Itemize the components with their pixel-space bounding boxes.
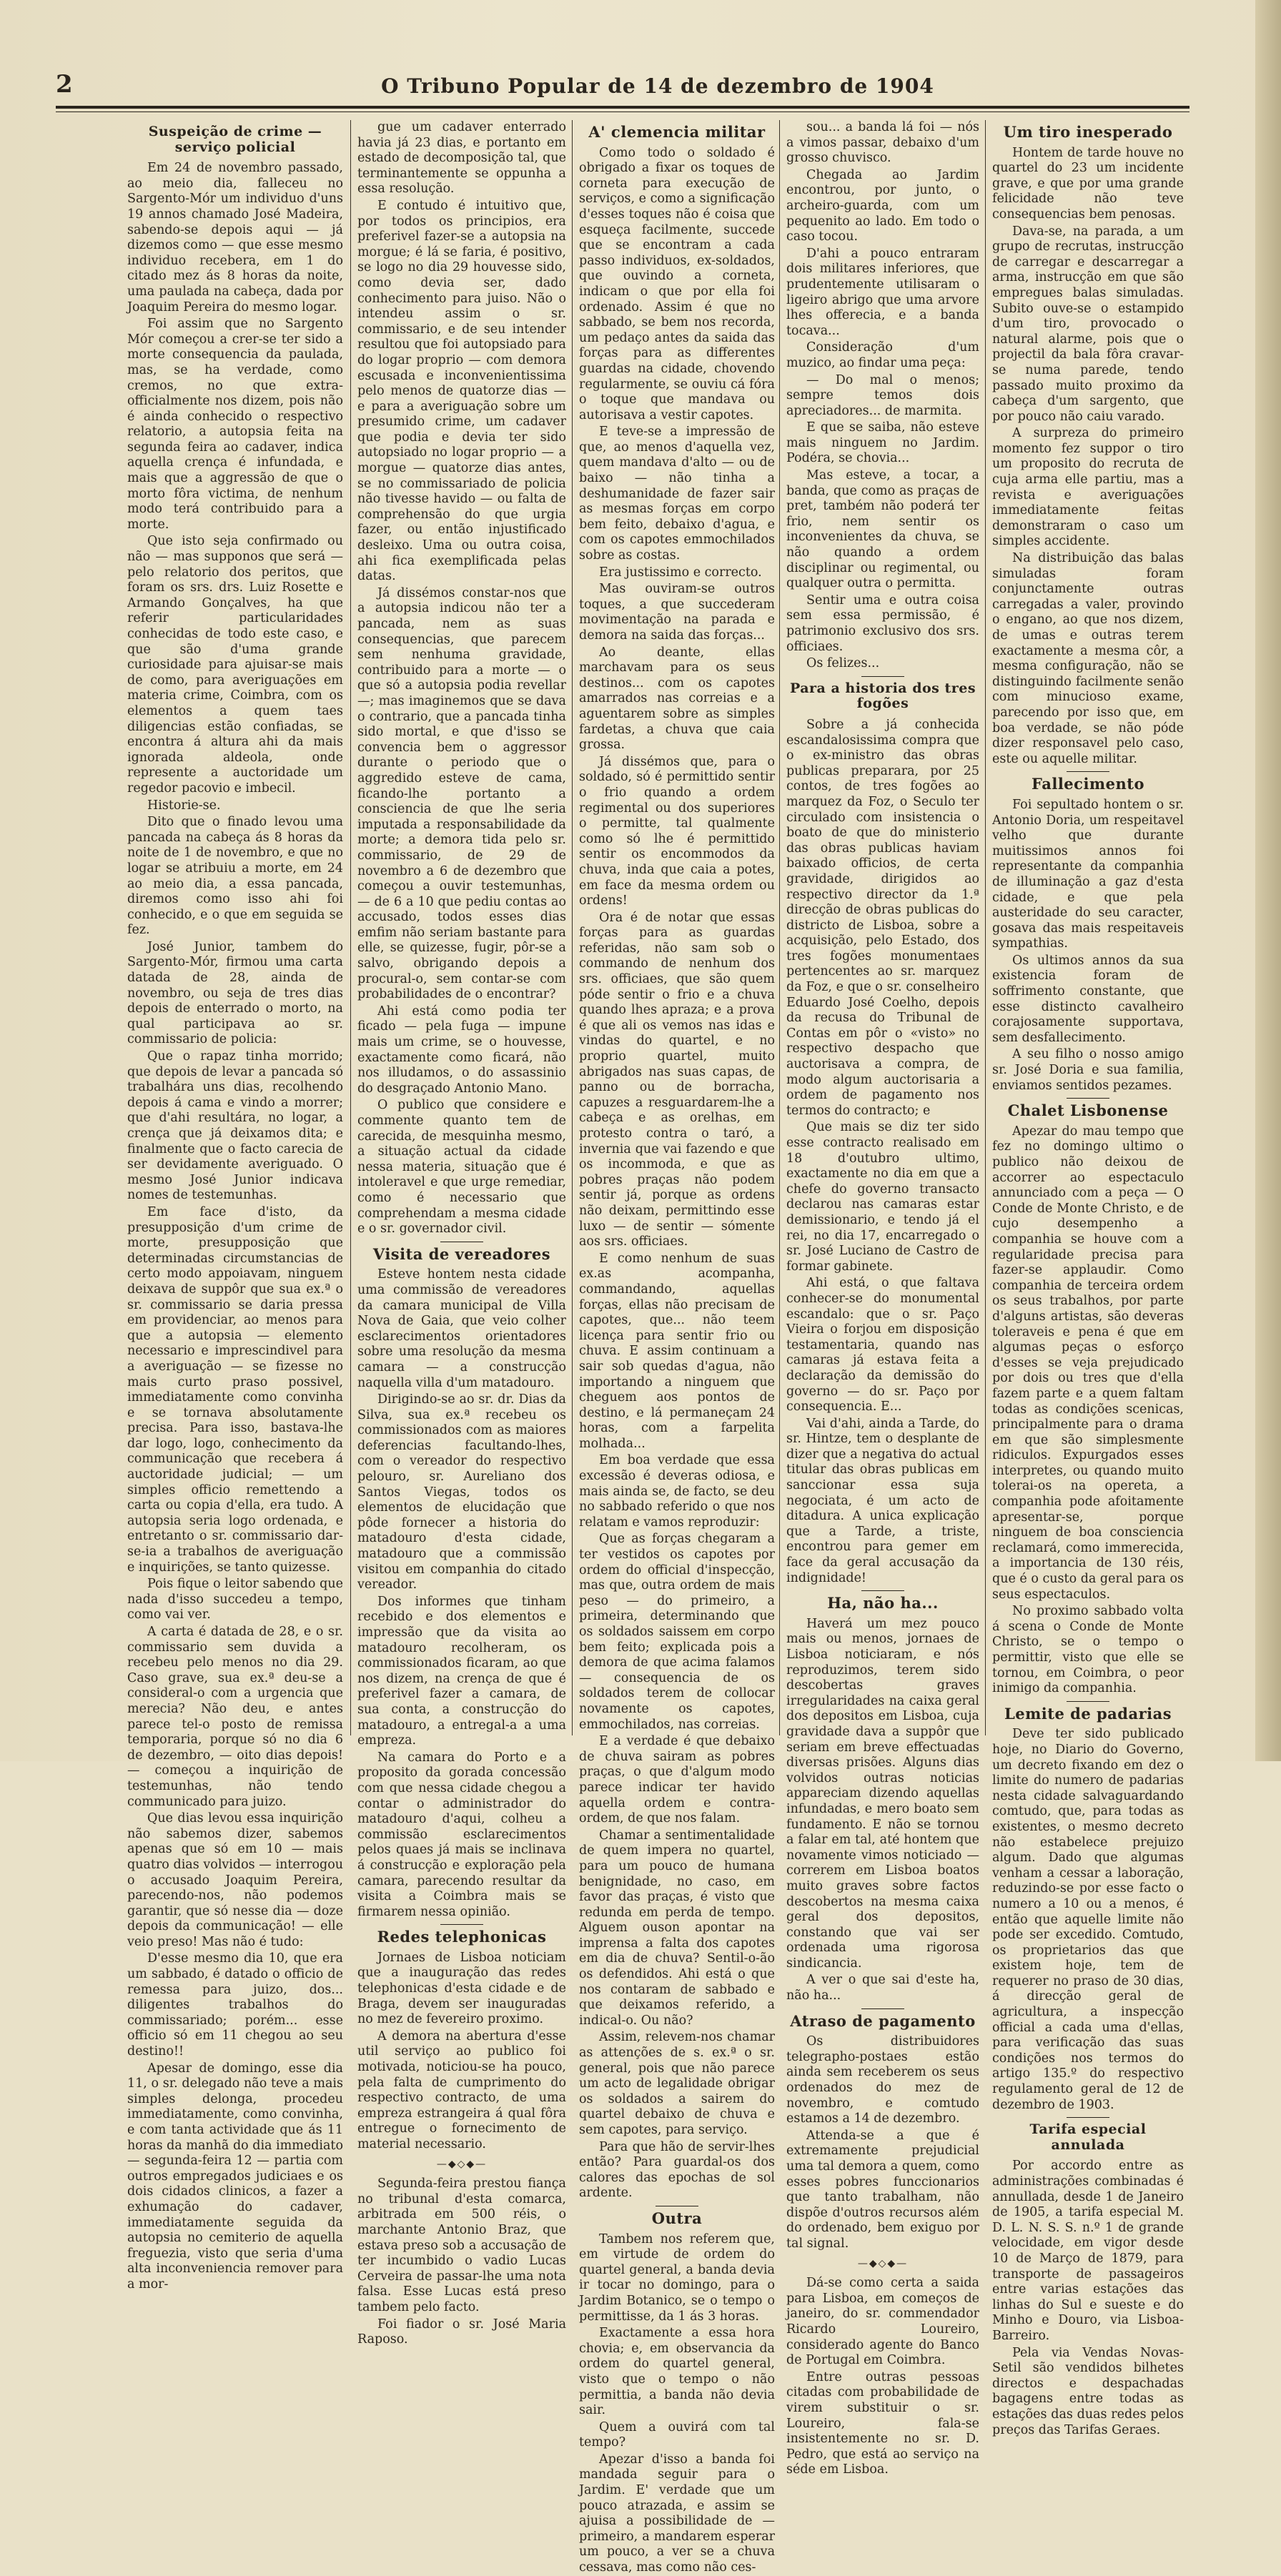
article-paragraph: Foi sepultado hontem o sr. Antonio Doria, um respeitavel velho que durante muitissimos annos foi representante da companhia de illuminação a gaz d'esta cidade, e que pela austeridade do seu caracter, gosava das mais respeitaveis sympathias. xyxy=(992,797,1184,951)
article-paragraph: Foi assim que no Sargento Mór começou a crer-se ter sido a morte consequencia da paulada, mas, se ha verdade, como cremos, no que extra-officialmente nos dizem, pois não é ainda conhecido o respectivo relatorio, a autopsia feita na segunda feira ao cadaver, indica aquella crença é infundada, e mais que a aggressão de que o morto fôra victima, de nenhum modo terá contribuido para a morte. xyxy=(127,317,343,532)
article-paragraph: Ahi está como podia ter ficado — pela fuga — impune mais um crime, se o houvesse, exactamente como ficará, não nos illudamos, o do assassinio do desgraçado Antonio Mano. xyxy=(357,1004,566,1096)
article-paragraph: Dava-se, na parada, a um grupo de recrutas, instrucção de carregar e descarregar a arma, instrucção em que são empregues balas simuladas. Subito ouve-se o estampido d'um tiro, provocado o natural alarme, pois que o projectil da bala fôra cravar-se numa parede, tendo passado muito proximo da cabeça d'um sargento, que por pouco não caiu varado. xyxy=(992,224,1184,424)
article-paragraph: Historie-se. xyxy=(147,798,221,813)
article-paragraph: E a verdade é que debaixo de chuva sairam as pobres praças, o que d'algum modo parece indicar ter havido aquella ordem e contra-ordem, de que nos falam. xyxy=(579,1734,775,1826)
article-heading: Atraso de pagamento xyxy=(790,2011,976,2030)
article-paragraph: Assim, relevem-nos chamar as attenções de s. ex.ª o sr. general, pois que não parece um acto de legalidade obrigar os soldados a sairem do quartel debaixo de chuva e sem capotes, para serviço. xyxy=(579,2030,775,2137)
article-paragraph: Os distribuidores telegrapho-postaes estão ainda sem receberem os seus ordenados do mez de novembro, e comtudo estamos a 14 de dezembro. xyxy=(786,2034,979,2126)
article-heading: Visita de vereadores xyxy=(372,1244,551,1263)
article-paragraph: Apezar do mau tempo que fez no domingo ultimo o publico não deixou de accorrer ao espectaculo annunciado com a peça — O Conde de Monte Christo, e de cujo desempenho a companhia se houve com a regularidade precisa para fazer-se applaudir. Como companhia de terceira ordem os seus trabalhos, por parte d'alguns artistas, são deveras toleraveis e pena é que em algumas peças o esforço d'esses se veja prejudicado por dois ou tres que d'ella fazem parte e a quem faltam todas as condições scenicas, principalmente para o drama em que são simplesmente ridiculos. Expurgados esses interpretes, ou quando muito tolerai-os na opereta, a companhia pode afoitamente apresentar-se, porque ninguem de boa consciencia reclamará, como immerecida, a importancia de 130 réis, que é o custo da geral para os seus espectaculos. xyxy=(992,1124,1184,1602)
article-paragraph: Era justissimo e correcto. xyxy=(599,565,762,580)
article-paragraph: Já dissémos que, para o soldado, só é permittido sentir o frio quando a ordem regimental ou dos superiores o permitte, tal qualmente como só lhe é permittido sentir os encommodos da chuva, inda que caia a potes, em face da mesma ordem ou ordens! xyxy=(579,754,775,908)
article-paragraph: Que dias levou essa inquirição não sabemos dizer, sabemos apenas que só em 10 — mais quatro dias volvidos — interrogou o accusado Joaquim Pereira, parecendo-nos, não podemos garantir, que só nesse dia — doze depois da communicação! — elle veio preso! Mas não é tudo: xyxy=(127,1811,343,1949)
article-paragraph: A seu filho o nosso amigo sr. José Doria e sua familia, enviamos sentidos pezames. xyxy=(992,1047,1184,1093)
article-paragraph: Por accordo entre as administrações combinadas é annullada, desde 1 de Janeiro de 1905, a tarifa especial M. D. L. N. S. S. n.º 1 de grande velocidade, em vigor desde 10 de Março de 1879, para transporte de passageiros entre varias estações das linhas do Sul e sueste e do Minho e Douro, via Lisboa-Barreiro. xyxy=(992,2159,1184,2343)
article-paragraph: Que mais se diz ter sido esse contracto realisado em 18 d'outubro ultimo, exactamente no dia em que a chefe do governo transacto declarou nas camaras estar demissionario, e tendo já el rei, no dia 17, encarregado o sr. José Luciano de Castro de formar gabinete. xyxy=(786,1120,979,1274)
ornament-divider: —◆◇◆— xyxy=(857,2257,909,2269)
article-paragraph: E que se saiba, não esteve mais ninguem no Jardim. Podéra, se chovia... xyxy=(786,420,979,466)
article-paragraph: Apesar de domingo, esse dia 11, o sr. delegado não teve a mais simples delonga, procedeu immediatamente, como convinha, e com tanta actividade que ás 11 horas da manhã do dia immediato — segunda-feira 12 — partia com outros empregados judiciaes e os dois cidados clinicos, a fazer a exhumação do cadaver, immediatamente seguida da autopsia no cemiterio de aquella freguezia, visto que seria d'uma alta inconveniencia remover para a mor- xyxy=(127,2061,343,2292)
section-divider xyxy=(440,1924,483,1925)
column-5 xyxy=(992,120,1184,2437)
article-paragraph: Os felizes... xyxy=(806,656,880,671)
article-paragraph: Pela via Vendas Novas-Setil são vendidos bilhetes directos e despachadas bagagens entre todas as estações das duas redes pelos preços das Tarifas Geraes. xyxy=(992,2345,1184,2437)
column-divider xyxy=(779,120,780,1735)
article-paragraph: D'esse mesmo dia 10, que era um sabbado, é datado o officio de remessa para juizo, dos... diligentes trabalhos do commissariado; porém... esse officio só em 11 chegou ao seu destino!! xyxy=(127,1951,343,2059)
column-divider xyxy=(350,120,351,1735)
article-heading: Lemite de padarias xyxy=(1004,1704,1172,1723)
section-divider xyxy=(1067,1098,1109,1099)
article-paragraph: E teve-se a impressão de que, ao menos d'aquella vez, quem mandava d'alto — ou de baixo — não tinha a deshumanidade de fazer sair as mesmas forças em corpo bem feito, debaixo d'agua, e com os capotes emmochilados sobre as costas. xyxy=(579,425,775,563)
article-paragraph: Que o rapaz tinha morrido; que depois de levar a pancada só trabalhára uns dias, recolhendo depois á cama e vindo a morrer; que d'ahi resultára, no logar, a crença que já deixamos dita; e finalmente que o facto carecia de ser devidamente averiguado. O mesmo José Junior indicava nomes de testemunhas. xyxy=(127,1049,343,1203)
article-paragraph: Ahi está, o que faltava conhecer-se do monumental escandalo: que o sr. Paço Vieira o forjou em disposição testamentaria, quando nas camaras já estava feita a declaração da demissão do governo — do sr. Paço por consequencia. E... xyxy=(786,1276,979,1415)
article-paragraph: Em boa verdade que essa excessão é deveras odiosa, e mais ainda se, de facto, se deu no sabbado referido o que nos relatam e vamos reproduzir: xyxy=(579,1453,775,1530)
article-paragraph: Exactamente a essa hora chovia; e, em observancia da ordem do quartel general, visto que o tempo o não permittia, a banda não devia sair. xyxy=(579,2326,775,2418)
article-heading: Para a historia dos tres fogões xyxy=(789,680,976,712)
section-divider xyxy=(861,2008,904,2009)
article-paragraph: Que isto seja confirmado ou não — mas supponos que será — pelo relatorio dos peritos, que foram os srs. drs. Luiz Rosette e Armando Gonçalves, ha que referir particularidades conhecidas de todo este caso, e que são d'uma grande curiosidade para ajuisar-se mais de como, para averiguações em materia crime, Coimbra, com os elementos a quem taes diligencias estão confiadas, se encontra á altura ahi da mais ignorada aldeola, onde represente a auctoridade um regedor pacovio e imbecil. xyxy=(127,534,343,796)
column-divider xyxy=(985,120,986,1735)
article-paragraph: Dito que o finado levou uma pancada na cabeça ás 8 horas da noite de 1 de novembro, e que no logar se atribuiu a morte, em 24 ao meio dia, a essa pancada, diremos como isso ahi foi conhecido, e o que em seguida se fez. xyxy=(127,815,343,938)
article-heading: Suspeição de crime — serviço policial xyxy=(148,124,322,155)
article-paragraph: Jornaes de Lisboa noticiam que a inauguração das redes telephonicas d'esta cidade e de Braga, devem ser inauguradas no mez de fevereiro proximo. xyxy=(357,1950,566,2027)
article-paragraph: Para que hão de servir-lhes então? Para guardal-os dos calores das epochas de sol ardente. xyxy=(579,2139,775,2201)
article-paragraph: Tambem nos referem que, em virtude de ordem do quartel general, a banda devia ir tocar no domingo, para o Jardim Botanico, se o tempo o permittisse, da 1 ás 3 horas. xyxy=(579,2231,775,2324)
article-paragraph: Vai d'ahi, ainda a Tarde, do sr. Hintze, tem o desplante de dizer que a negativa do actual titular das obras publicas em sanccionar essa suja negociata, é um acto de ditadura. A unica explicação que a Tarde, a triste, encontrou para gemer em face da geral accusação da indignidade! xyxy=(786,1416,979,1585)
article-paragraph: Hontem de tarde houve no quartel do 23 um incidente grave, e que por uma grande felicidade não teve consequencias bem penosas. xyxy=(992,145,1184,222)
article-paragraph: Consideração d'um muzico, ao findar uma peça: xyxy=(786,340,979,370)
page-edge xyxy=(1255,0,1281,1761)
section-divider xyxy=(1067,2117,1109,2118)
article-paragraph: — Do mal o menos; sempre temos dois apreciadores... de marmita. xyxy=(786,372,979,418)
section-divider xyxy=(1067,771,1109,772)
article-paragraph: A carta é datada de 28, e o sr. commissario sem duvida a recebeu pelo menos no dia 29. Caso grave, sua ex.ª deu-se a consideral-o com a urgencia que merecia? Não deu, e antes parece tel-o posto de remissa temporaria, porque só no dia 6 de dezembro, — oito dias depois! — começou a inquirição de testemunhas, não tendo communicado para juizo. xyxy=(127,1625,343,1809)
newspaper-title: O Tribuno Popular de 14 de dezembro de 1904 xyxy=(381,74,934,98)
column-2 xyxy=(357,120,566,2347)
article-paragraph: No proximo sabbado volta á scena o Conde de Monte Christo, se o tempo o permittir, visto que elle se tornou, em Coimbra, o peor inimigo da companhia. xyxy=(992,1604,1184,1696)
article-paragraph: E como nenhum de suas ex.as acompanha, commandando, aquellas forças, ellas não precisam de capotes, que... não teem licença para sentir frio ou chuva. E assim continuam a sair sob quedas d'agua, não importando a ninguem que cheguem aos pontos de destino, e lá permaneçam 24 horas, com a farpelita molhada... xyxy=(579,1251,775,1451)
article-paragraph: Dirigindo-se ao sr. dr. Dias da Silva, sua ex.ª recebeu os commissionados com as maiores deferencias facultando-lhes, com o vereador do respectivo pelouro, sr. Aureliano dos Santos Viegas, todos os elementos de elucidação que pôde fornecer a historia do matadouro d'esta cidade, matadouro que a commissão visitou em companhia do citado vereador. xyxy=(357,1392,566,1592)
article-paragraph: Dos informes que tinham recebido e dos elementos e impressão que da visita ao matadouro recolheram, os commissionados ficaram, ao que nos dizem, na crença de que é preferivel fazer a camara, de sua conta, a construcção do matadouro, a entregal-a a uma empreza. xyxy=(357,1594,566,1748)
section-divider xyxy=(1067,1701,1109,1702)
article-paragraph: Pois fique o leitor sabendo que nada d'isso succedeu a tempo, como vai ver. xyxy=(127,1577,343,1623)
section-divider xyxy=(861,676,904,677)
article-paragraph: José Junior, tambem do Sargento-Mór, firmou uma carta datada de 28, ainda de novembro, ou seja de tres dias depois de enterrado o morto, na qual participava ao sr. commissario de policia: xyxy=(127,939,343,1047)
column-3 xyxy=(579,120,775,2575)
article-paragraph: Segunda-feira prestou fiança no tribunal d'esta comarca, arbitrada em 500 réis, o marchante Antonio Braz, que estava preso sob a accusação de ter incumbido o vadio Lucas Cerveira de passar-lhe uma nota falsa. Esse Lucas está preso tambem pelo facto. xyxy=(357,2176,566,2314)
article-paragraph: Mas esteve, a tocar, a banda, que como as praças de pret, também não poderá ter frio, nem sentir os inconvenientes da chuva, se não quando a ordem disciplinar ou regimental, ou qualquer outra o permitta. xyxy=(786,468,979,591)
article-paragraph: sou... a banda lá foi — nós a vimos passar, debaixo d'um grosso chuvisco. xyxy=(786,120,979,166)
article-paragraph: O publico que considere e commente quanto tem de carecida, de mesquinha mesmo, a situação actual da cidade nessa materia, situação que é intoleravel e que urge remediar, como é necessario que comprehendam a mesma cidade e o sr. governador civil. xyxy=(357,1098,566,1237)
article-heading: Tarifa especial annulada xyxy=(1029,2121,1147,2153)
article-paragraph: Foi fiador o sr. José Maria Raposo. xyxy=(357,2317,566,2347)
article-paragraph: A surpreza do primeiro momento fez suppor o tiro um proposito do recruta de cuja arma elle partiu, mas a revista e averiguações immediatamente feitas demonstraram o caso um simples accidente. xyxy=(992,426,1184,549)
ornament-divider: —◆◇◆— xyxy=(436,2158,488,2170)
article-paragraph: Ao deante, ellas marchavam para os seus destinos... com os capotes amarrados nas correias e a aguentarem sobre as simples fardetas, a chuva que caia grossa. xyxy=(579,645,775,753)
article-paragraph: Quem a ouvirá com tal tempo? xyxy=(579,2419,775,2450)
article-paragraph: Deve ter sido publicado hoje, no Diario do Governo, um decreto fixando em dez o limite do numero de padarias nesta cidade salvaguardando comtudo, que, para todas as existentes, o mesmo decreto não estabelece prejuizo algum. Dado que algumas venham a cessar a laboração, reduzindo-se por esse facto o numero a 10 ou a menos, é então que aquelle limite não pode ser excedido. Comtudo, os proprietarios das que existem hoje, tem de requerer no praso de 30 dias, á direcção geral de agricultura, a inspecção official a cada uma d'ellas, para verificação das suas condições nos termos do artigo 135.º do respectivo regulamento geral de 12 de dezembro de 1903. xyxy=(992,1727,1184,2112)
page-number: 2 xyxy=(56,70,73,99)
article-paragraph: Dá-se como certa a saida para Lisboa, em começos de janeiro, do sr. commendador Ricardo Loureiro, considerado agente do Banco de Portugal em Coimbra. xyxy=(786,2276,979,2368)
article-heading: Um tiro inesperado xyxy=(1003,123,1173,141)
article-paragraph: Sentir uma e outra coisa sem essa permissão, é patrimonio exclusivo dos srs. officiaes. xyxy=(786,593,979,654)
column-1 xyxy=(127,120,343,2292)
article-paragraph: Já dissémos constar-nos que a autopsia indicou não ter a pancada, nem as suas consequencias, que parecem sem nenhuma gravidade, contribuido para a morte — o que só a autopsia podia revellar —; mas imaginemos que se dava o contrario, que a pancada tinha sido mortal, e que d'isso se convencia bem o aggressor durante o periodo que o aggredido esteve de cama, ficando-lhe portanto a consciencia de que lhe seria imputada a responsabilidade da morte; a demora tida pelo sr. commissario, de 29 de novembro a 6 de dezembro que começou a ouvir testemunhas, — de 6 a 10 que pediu contas ao accusado, todos esses dias emfim não seriam bastante para elle, se quizesse, fugir, pôr-se a salvo, obrigando depois a procural-o, sem contar-se com probabilidades de o encontrar? xyxy=(357,585,566,1002)
article-paragraph: E contudo é intuitivo que, por todos os principios, era preferivel fazer-se a autopsia na morgue; é lá se faria, é positivo, se logo no dia 29 houvesse sido, como devia ser, dado conhecimento para juiso. Não o intendeu assim o sr. commissario, e de seu intender resultou que foi autopsiado para do logar proprio — com demora escusada e inconvenientissima pelo menos de quatorze dias — e para a averiguação sobre um presumido crime, um cadaver que podia e devia ter sido autopsiado no logar proprio — a morgue — quatorze dias antes, se no commissariado de policia não tivesse havido — ou falta de comprehensão do que urgia fazer, ou então injustificado desleixo. Uma ou outra coisa, ahi fica exemplificada pelas datas. xyxy=(357,198,566,584)
article-paragraph: Mas ouviram-se outros toques, a que succederam movimentação na parada e demora na saida das forças... xyxy=(579,582,775,643)
article-paragraph: gue um cadaver enterrado havia já 23 dias, e portanto em estado de decomposição tal, que terminantemente se oppunha a essa resolução. xyxy=(357,120,566,197)
article-paragraph: Na camara do Porto e a proposito da gorada concessão com que nessa cidade chegou a contar o administrador do matadouro d'aqui, colheu a commissão esclarecimentos pelos quaes já mais se inclinava á construcção e exploração pela camara, parecendo resultar da visita a Coimbra mais se firmarem nessa opinião. xyxy=(357,1750,566,1919)
article-paragraph: Em 24 de novembro passado, ao meio dia, falleceu no Sargento-Mór um individuo d'uns 19 annos chamado José Madeira, sabendo-se depois aqui — já dizemos como — que esse mesmo individuo recebera, em 1 do citado mez ás 8 horas da noite, uma paulada na cabeça, dada por Joaquim Pereira do mesmo logar. xyxy=(127,161,343,314)
article-paragraph: Os ultimos annos da sua existencia foram de soffrimento constante, que esse distincto cavalheiro corajosamente supportava, sem desfallecimento. xyxy=(992,953,1184,1045)
article-paragraph: Que as forças chegaram a ter vestidos os capotes por ordem do official d'inspecção, mas que, outra ordem de mais peso — do primeiro, a primeira, determinando que os soldados saissem em corpo bem feito; explicada pois a demora de que acima falamos — consequencia de os soldados terem de collocar novamente os capotes, emmochilados, nas correias. xyxy=(579,1532,775,1732)
article-paragraph: Sobre a já conhecida escandalosissima compra que o ex-ministro das obras publicas preparara, por 25 contos, de tres fogões ao marquez da Foz, o Seculo ter circulado com insistencia o boato de que do ministerio das obras publicas haviam baixado officios, de certa gravidade, dirigidos ao respectivo director da 1.ª direcção de obras publicas do districto de Lisboa, sobre a acquisição, pelo Estado, dos tres fogões monumentaes pertencentes ao sr. marquez da Foz, e que o sr. conselheiro Eduardo José Coelho, depois da recusa do Tribunal de Contas em pôr o «visto» no respectivo despacho que auctorisava a compra, de modo algum auctorisaria a ordem de pagamento nos termos do contracto; e xyxy=(786,717,979,1118)
article-paragraph: Na distribuição das balas simuladas foram conjunctamente outras carregadas a valer, provindo o engano, ao que nos dizem, de umas e outras terem exactamente a mesma côr, a mesma configuração, não se distinguindo facilmente senão com minucioso exame, parecendo por isso que, em boa verdade, se não póde dizer responsavel pelo caso, este ou aquelle militar. xyxy=(992,551,1184,766)
article-paragraph: A ver o que sai d'este ha, não ha... xyxy=(786,1973,979,2003)
article-heading: Outra xyxy=(651,2209,703,2227)
section-divider xyxy=(861,1590,904,1591)
article-heading: Chalet Lisbonense xyxy=(1007,1101,1169,1120)
article-paragraph: Haverá um mez pouco mais ou menos, jornaes de Lisboa noticiaram, e nós reproduzimos, terem sido descobertas graves irregularidades na caixa geral dos depositos em Lisboa, cuja gravidade dava a suppôr que seriam em breve effectuadas diversas prisões. Alguns dias volvidos outras noticias appareciam dizendo aquellas infundadas, e mero boato sem fundamento. E não se tornou a falar em tal, até hontem que novamente vimos noticiado — correrem em Lisboa boatos muito graves sobre factos descobertos na mesma caixa geral dos depositos, constando que vai ser ordenada uma rigorosa sindicancia. xyxy=(786,1616,979,1971)
article-heading: Redes telephonicas xyxy=(377,1928,547,1946)
article-paragraph: Attenda-se a que é extremamente prejudicial uma tal demora a quem, como esses pobres funccionarios que tanto trabalham, não dispõe d'outros recursos além do ordenado, bem exiguo por tal signal. xyxy=(786,2128,979,2251)
article-paragraph: Como todo o soldado é obrigado a fixar os toques de corneta para execução de serviços, e como a significação d'esses toques não é coisa que esqueça facilmente, succede que se encontram a cada passo individuos, ex-soldados, que ouvindo a corneta, indicam o que por ella foi ordenado. Assim é que no sabbado, se bem nos recorda, um pedaço antes da saida das forças para as differentes guardas na cidade, chovendo regularmente, se ouviu cá fóra o toque que mandava ou autorisava a vestir capotes. xyxy=(579,145,775,422)
article-paragraph: Chegada ao Jardim encontrou, por junto, o archeiro-guarda, com um pequenito ao lado. Em todo o caso tocou. xyxy=(786,167,979,244)
article-heading: A' clemencia militar xyxy=(588,123,766,141)
column-divider xyxy=(572,120,573,1735)
article-paragraph: D'ahi a pouco entraram dois militares inferiores, que prudentemente utilisaram o ligeiro abrigo que uma arvore lhes offerecia, e a banda tocava... xyxy=(786,246,979,338)
article-paragraph: Apezar d'isso a banda foi mandada seguir para o Jardim. E' verdade que um pouco atrazada, e assim se ajuisa a possibilidade de — primeiro, a mandarem esperar um pouco, a ver se a chuva cessava, mas como não ces- xyxy=(579,2452,775,2575)
article-paragraph: Entre outras pessoas citadas com probabilidade de virem substituir o sr. Loureiro, fala-se insistentemente no sr. D. Pedro, que está ao serviço na séde em Lisboa. xyxy=(786,2369,979,2477)
article-paragraph: Ora é de notar que essas forças para as guardas referidas, não sam sob o commando de nenhum dos srs. officiaes, que são quem póde sentir o frio e a chuva quando lhes apraza; e a prova é que ali os vemos nas idas e vindas do quartel, e no proprio quartel, muito abrigados nas suas capas, de panno ou de borracha, capuzes a resguardarem-lhe a cabeça e as orelhas, em protesto contra o taró, a invernia que vai fazendo e que os incommoda, e que as pobres praças não podem sentir já, porque as ordens não deixam, permittindo esse luxo — de sentir — sómente aos srs. officiaes. xyxy=(579,910,775,1249)
masthead xyxy=(122,70,1194,109)
article-paragraph: Em face d'isto, da presupposição d'um crime de morte, presupposição que determinadas circumstancias de certo modo appoiavam, ninguem deixava de suppôr que sua ex.ª o sr. commissario se daria pressa em providenciar, ao menos para que a autopsia — elemento necessario e imprescindivel para a averiguação — se fizesse no mais curto praso possivel, immediatamente como convinha e se tornava absolutamente precisa. Para isso, bastava-lhe dar logo, logo, conhecimento da communicação que recebera á auctoridade judicial; — um simples officio remettendo a carta ou copia d'ella, era tudo. A autopsia seria logo ordenada, e entretanto o sr. commissario dar-se-ia a trabalhos de averiguação e inquirições, se tanto quizesse. xyxy=(127,1204,343,1575)
article-heading: Fallecimento xyxy=(1031,775,1144,793)
header-rule xyxy=(56,106,1190,109)
article-paragraph: Esteve hontem nesta cidade uma commissão de vereadores da camara municipal de Villa Nova de Gaia, que veio colher esclarecimentos orientadores sobre uma resolução da mesma camara — a construcção naquella villa d'um matadouro. xyxy=(357,1267,566,1390)
article-paragraph: A demora na abertura d'esse util serviço ao publico foi motivada, noticiou-se ha pouco, pela falta de cumprimento do respectivo contracto, de uma empreza estrangeira á qual fôra entregue o fornecimento de material necessario. xyxy=(357,2028,566,2151)
article-paragraph: Chamar a sentimentalidade de quem impera no quartel, para um pouco de humana benignidade, no caso, em favor das praças, é visto que redunda em perda de tempo. Alguem ouson apontar na imprensa a falta dos capotes em dia de chuva? Sentil-o-ão os defendidos. Ahi está o que nos contaram de sabbado e que deixamos referido, a indical-o. Ou não? xyxy=(579,1828,775,2028)
column-4 xyxy=(786,120,979,2477)
article-heading: Ha, não ha... xyxy=(827,1594,939,1613)
